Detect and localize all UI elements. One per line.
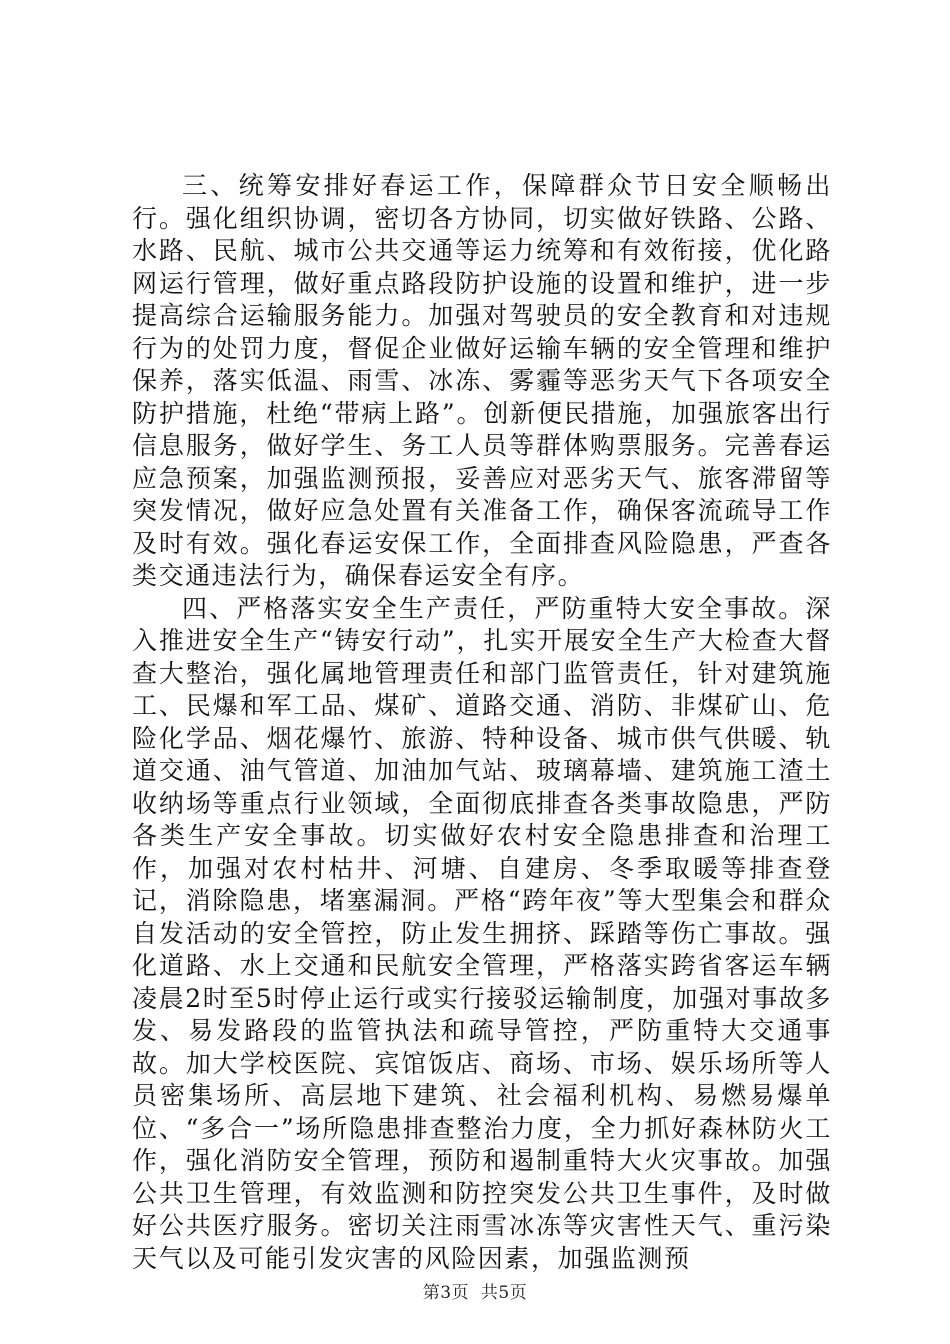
paragraph-safety-production: 四、严格落实安全生产责任，严防重特大安全事故。深入推进安全生产“铸安行动”，扎实开展安全生产大检查大督查大整治，强化属地管理责任和部门监管责任，针对建筑施工、民爆和军工品、煤矿、道路交通、消防、非煤矿山、危险化学品、烟花爆竹、旅游、特种设备、城市供气供暖、轨道交通、油气管道、加油加气站、玻璃幕墙、建筑施工渣土收纳场等重点行业领域，全面彻底排查各类事故隐患，严防各类生产安全事故。切实做好农村安全隐患排查和治理工作，加强对农村枯井、河塘、自建房、冬季取暖等排查登记，消除隐患，堵塞漏洞。严格“跨年夜”等大型集会和群众自发活动的安全管控，防止发生拥挤、踩踏等伤亡事故。强化道路、水上交通和民航安全管理，严格落实跨省客运车辆凌晨2时至5时停止运行或实行接驳运输制度，加强对事故多发、易发路段的监管执法和疏导管控，严防重特大交通事故。加大学校医院、宾馆饭店、商场、市场、娱乐场所等人员密集场所、高层地下建筑、社会福利机构、易燃易爆单位、“多合一”场所隐患排查整治力度，全力抓好森林防火工作，强化消防安全管理，预防和遏制重特大火灾事故。加强公共卫生管理，有效监测和防控突发公共卫生事件，及时做好公共医疗服务。密切关注雨雪冰冻等灾害性天气、重污染天气以及可能引发灾害的风险因素，加强监测预	[132, 593, 833, 1273]
page-number: 第3页	[422, 1283, 470, 1303]
page-footer	[0, 1278, 950, 1303]
page-total: 共5页	[480, 1283, 528, 1303]
document-body	[132, 170, 832, 1275]
paragraph-chunyun: 三、统筹安排好春运工作，保障群众节日安全顺畅出行。强化组织协调，密切各方协同，切实做好铁路、公路、水路、民航、城市公共交通等运力统筹和有效衔接，优化路网运行管理，做好重点路段防护设施的设置和维护，进一步提高综合运输服务能力。加强对驾驶员的安全教育和对违规行为的处罚力度，督促企业做好运输车辆的安全管理和维护保养，落实低温、雨雪、冰冻、雾霾等恶劣天气下各项安全防护措施，杜绝“带病上路”。创新便民措施，加强旅客出行信息服务，做好学生、务工人员等群体购票服务。完善春运应急预案，加强监测预报，妥善应对恶劣天气、旅客滞留等突发情况，做好应急处置有关准备工作，确保客流疏导工作及时有效。强化春运安保工作，全面排查风险隐患，严查各类交通违法行为，确保春运安全有序。	[132, 171, 832, 590]
